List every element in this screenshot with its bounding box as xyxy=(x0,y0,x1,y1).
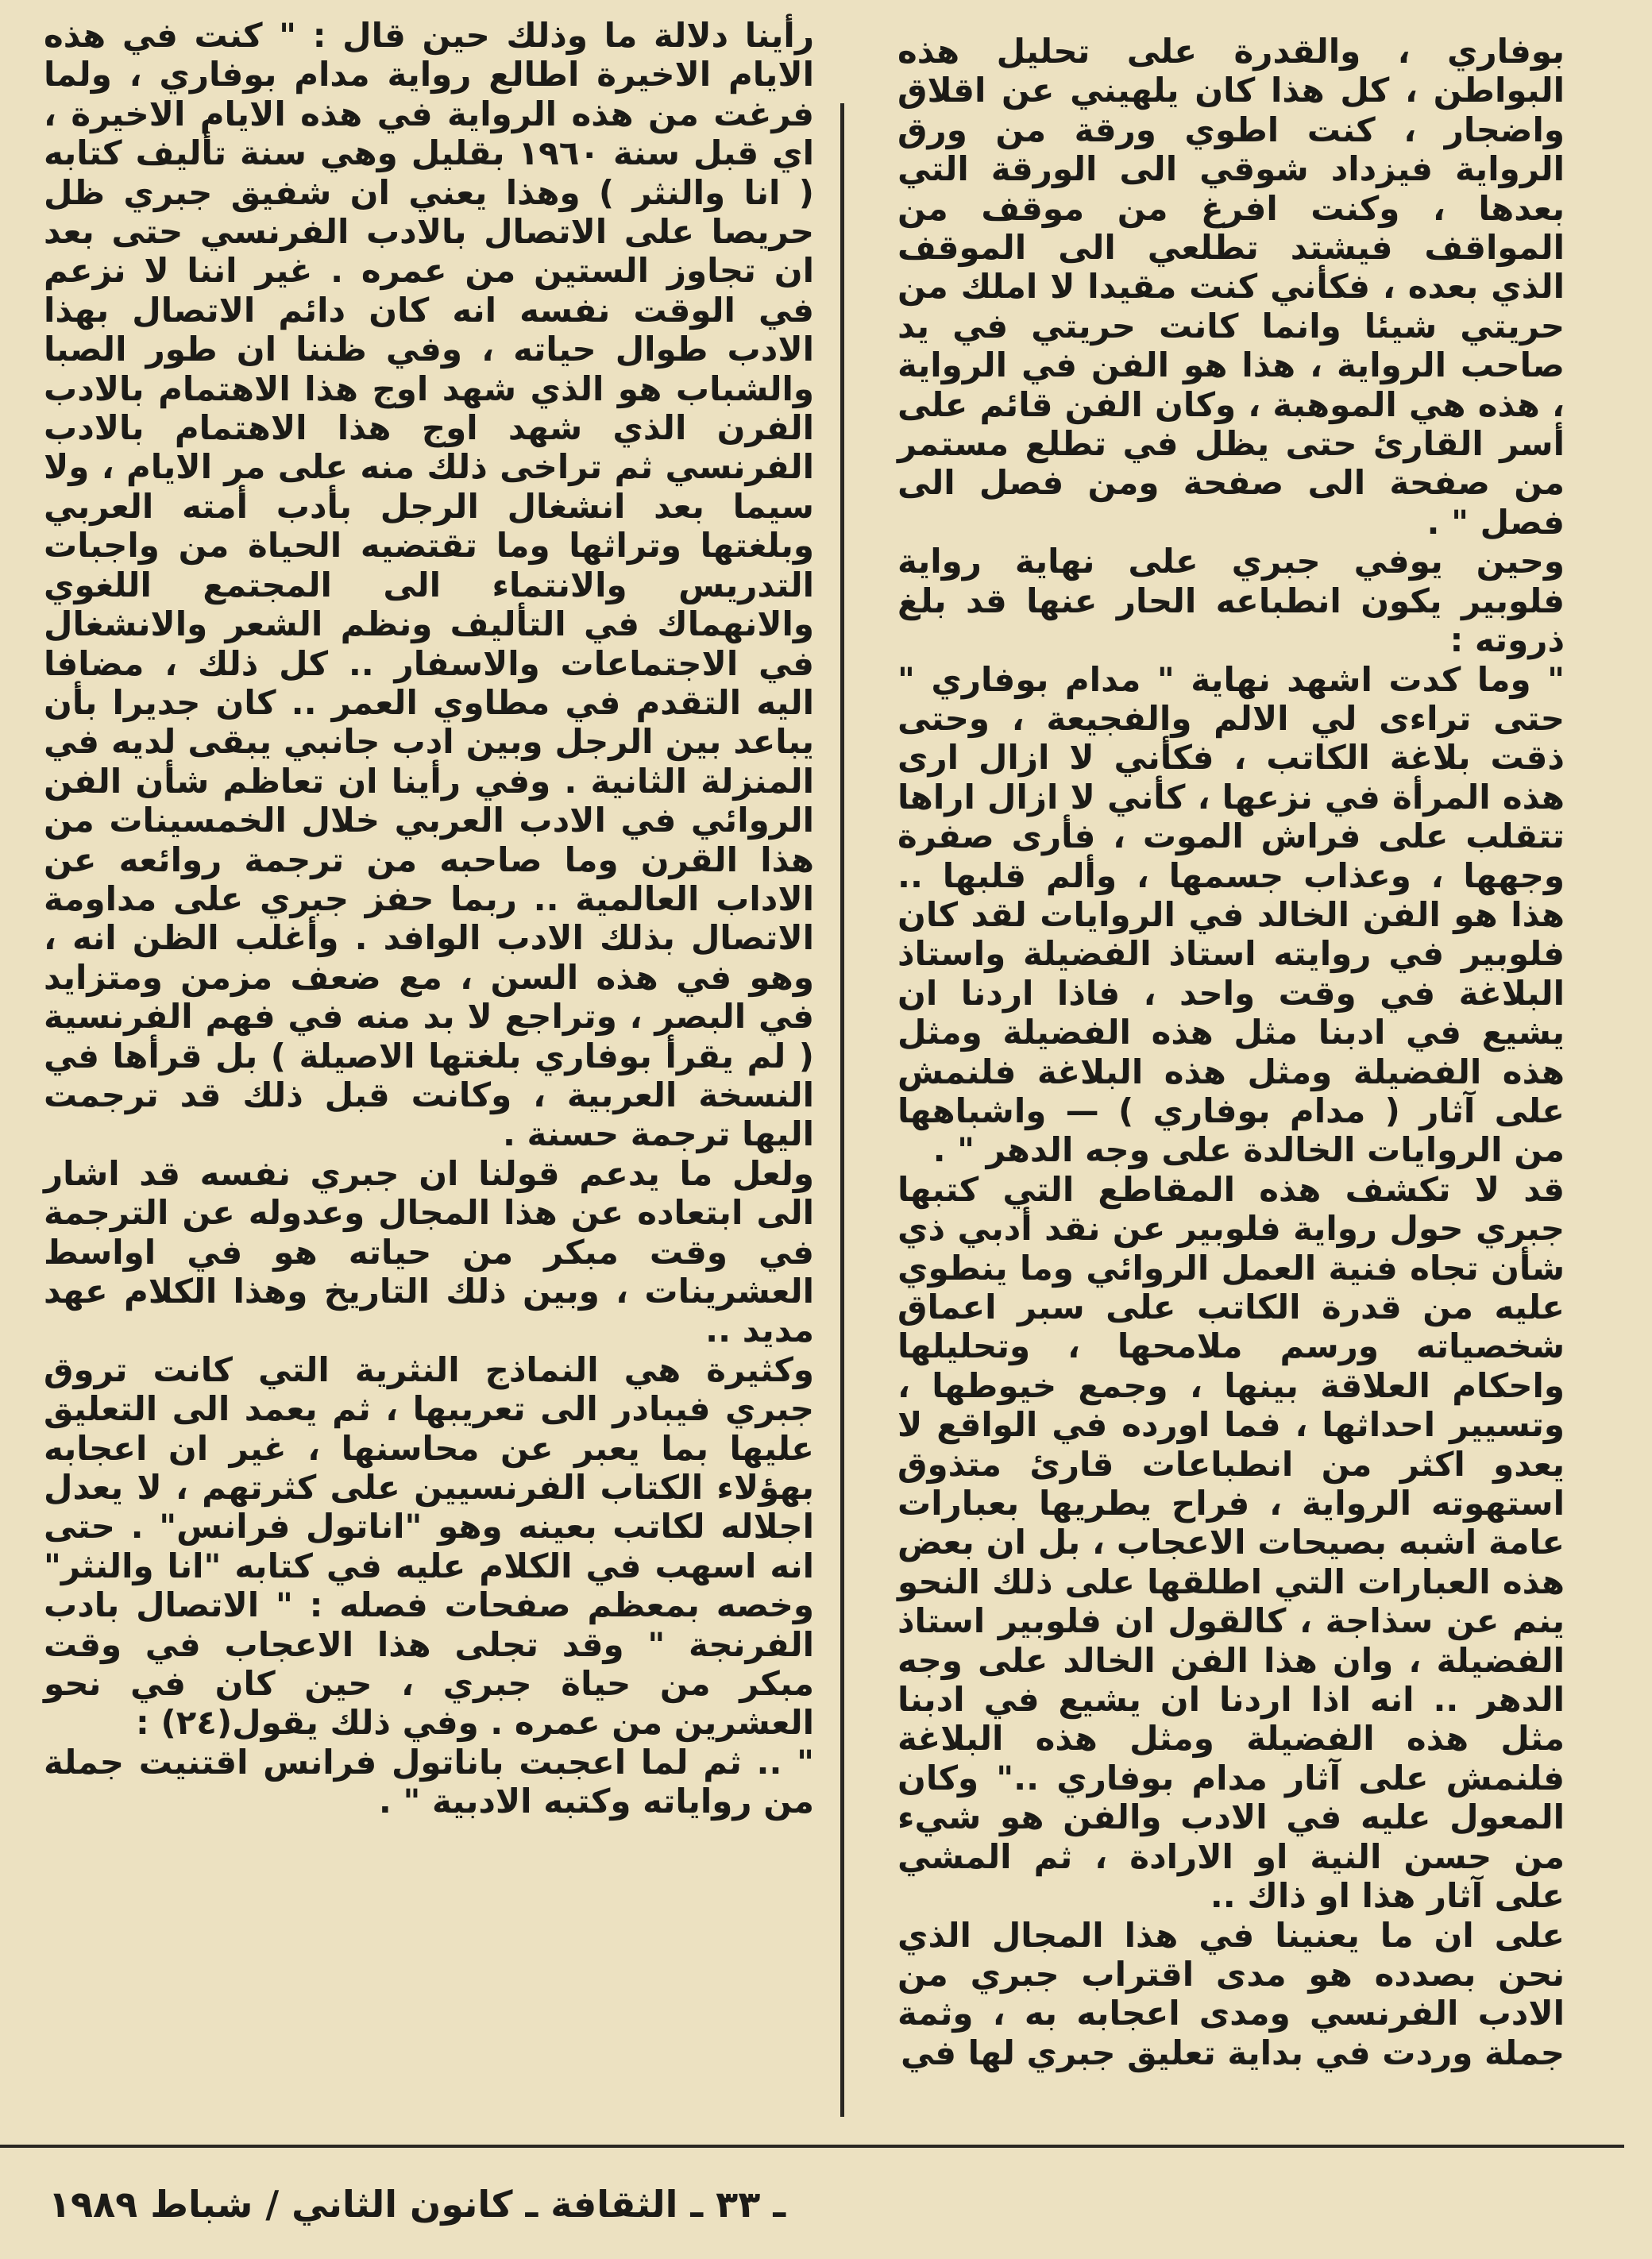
right-text-column xyxy=(897,32,1565,2072)
paragraph: وحين يوفي جبري على نهاية رواية فلوبير يكون انطباعه الحار عنها قد بلغ ذروته : xyxy=(897,542,1565,660)
paragraph: " وما كدت اشهد نهاية " مدام بوفاري " حتى تراءى لي الالم والفجيعة ، وحتى ذقت بلاغة الكاتب ، فكأني لا ازال ارى هذه المرأة في نزعها ، كأني لا ازال اراها تتقلب على فراش الموت ، فأرى صفرة وجهها ، وعذاب جسمها ، وألم قلبها .. هذا هو الفن الخالد في الروايات لقد كان فلوبير في روايته استاذ الفضيلة واستاذ البلاغة في وقت واحد ، فاذا اردنا ان يشيع في ادبنا مثل هذه الفضيلة ومثل هذه الفضيلة ومثل هذه البلاغة فلنمش على آثار ( مدام بوفاري ) — واشباهها من الروايات الخالدة على وجه الدهر " . xyxy=(897,659,1565,1170)
paragraph: بوفاري ، والقدرة على تحليل هذه البواطن ، كل هذا كان يلهيني عن اقلاق واضجار ، كنت اطوي ورقة من ورق الرواية فيزداد شوقي الى الورقة التي بعدها ، وكنت افرغ من موقف من المواقف فيشتد تطلعي الى الموقف الذي بعده ، فكأني كنت مقيدا لا املك من حريتي شيئا وانما كانت حريتي في يد صاحب الرواية ، هذا هو الفن في الرواية ، هذه هي الموهبة ، وكان الفن قائم على أسر القارئ حتى يظل في تطلع مستمر من صفحة الى صفحة ومن فصل الى فصل " . xyxy=(897,32,1565,542)
page-footer: ـ ٣٣ ـ الثقافة ـ كانون الثاني / شباط ١٩٨٩ xyxy=(48,2183,786,2226)
paragraph: رأينا دلالة ما وذلك حين قال : " كنت في هذه الايام الاخيرة اطالع رواية مدام بوفاري ، ولما فرغت من هذه الرواية في هذه الايام الاخيرة ، اي قبل سنة ١٩٦٠ بقليل وهي سنة تأليف كتابه ( انا والنثر ) وهذا يعني ان شفيق جبري ظل حريصا على الاتصال بالادب الفرنسي حتى بعد ان تجاوز الستين من عمره . غير اننا لا نزعم في الوقت نفسه انه كان دائم الاتصال بهذا الادب طوال حياته ، وفي ظننا ان طور الصبا والشباب هو الذي شهد اوج هذا الاهتمام بالادب الفرن الذي شهد اوج هذا الاهتمام بالادب الفرنسي ثم تراخى ذلك منه على مر الايام ، ولا سيما بعد انشغال الرجل بأدب أمته العربي وبلغتها وتراثها وما تقتضيه الحياة من واجبات التدريس والانتماء الى المجتمع اللغوي والانهماك في التأليف ونظم الشعر والانشغال في الاجتماعات والاسفار .. كل ذلك ، مضافا اليه التقدم في مطاوي العمر .. كان جديرا بأن يباعد بين الرجل وبين ادب جانبي يبقى لديه في المنزلة الثانية . وفي رأينا ان تعاظم شأن الفن الروائي في الادب العربي خلال الخمسينات من هذا القرن وما صاحبه من ترجمة روائعه عن الاداب العالمية .. ربما حفز جبري على مداومة الاتصال بذلك الادب الوافد . وأغلب الظن انه ، وهو في هذه السن ، مع ضعف مزمن ومتزايد في البصر ، وتراجع لا بد منه في فهم الفرنسية ( لم يقرأ بوفاري بلغتها الاصيلة ) بل قرأها في النسخة العربية ، وكانت قبل ذلك قد ترجمت اليها ترجمة حسنة . xyxy=(44,16,814,1154)
left-text-column xyxy=(44,16,814,1821)
paragraph: ولعل ما يدعم قولنا ان جبري نفسه قد اشار الى ابتعاده عن هذا المجال وعدوله عن الترجمة في وقت مبكر من حياته هو في اواسط العشرينات ، وبين ذلك التاريخ وهذا الكلام عهد مديد .. xyxy=(44,1153,814,1350)
paragraph: " .. ثم لما اعجبت باناتول فرانس اقتنيت جملة من رواياته وكتبه الادبية " . xyxy=(44,1742,814,1821)
paragraph: وكثيرة هي النماذج النثرية التي كانت تروق جبري فيبادر الى تعريبها ، ثم يعمد الى التعليق عليها بما يعبر عن محاسنها ، غير ان اعجابه بهؤلاء الكتاب الفرنسيين على كثرتهم ، لا يعدل اجلاله لكاتب بعينه وهو "اناتول فرانس" . حتى انه اسهب في الكلام عليه في كتابه "انا والنثر" وخصه بمعظم صفحات فصله : " الاتصال بادب الفرنجة " وقد تجلى هذا الاعجاب في وقت مبكر من حياة جبري ، حين كان في نحو العشرين من عمره . وفي ذلك يقول(٢٤) : xyxy=(44,1350,814,1743)
paragraph: على ان ما يعنينا في هذا المجال الذي نحن بصدده هو مدى اقتراب جبري من الادب الفرنسي ومدى اعجابه به ، وثمة جملة وردت في بداية تعليق جبري لها في xyxy=(897,1915,1565,2072)
column-divider xyxy=(840,103,844,2117)
footer-rule xyxy=(0,2145,1624,2148)
paragraph: قد لا تكشف هذه المقاطع التي كتبها جبري حول رواية فلوبير عن نقد أدبي ذي شأن تجاه فنية العمل الروائي وما ينطوي عليه من قدرة الكاتب على سبر اعماق شخصياته ورسم ملامحها ، وتحليلها واحكام العلاقة بينها ، وجمع خيوطها ، وتسيير احداثها ، فما اورده في الواقع لا يعدو اكثر من انطباعات قارئ متذوق استهوته الرواية ، فراح يطريها بعبارات عامة اشبه بصيحات الاعجاب ، بل ان بعض هذه العبارات التي اطلقها على ذلك النحو ينم عن سذاجة ، كالقول ان فلوبير استاذ الفضيلة ، وان هذا الفن الخالد على وجه الدهر .. انه اذا اردنا ان يشيع في ادبنا مثل هذه الفضيلة ومثل هذه البلاغة فلنمش على آثار مدام بوفاري .." وكان المعول عليه في الادب والفن هو شيء من حسن النية او الارادة ، ثم المشي على آثار هذا او ذاك .. xyxy=(897,1169,1565,1916)
